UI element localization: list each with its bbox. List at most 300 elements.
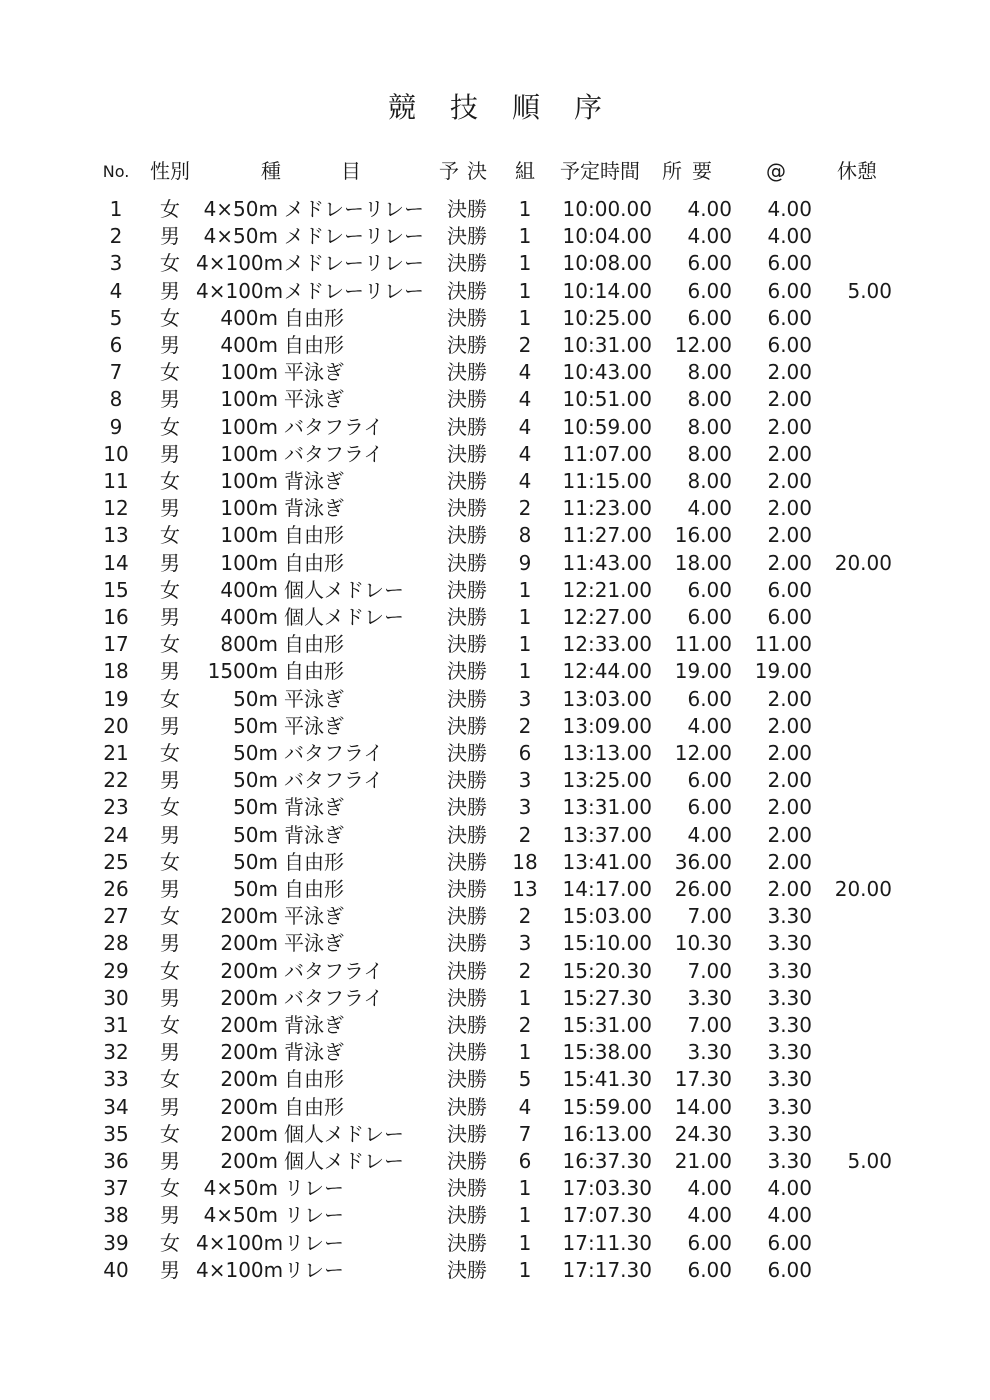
- row-per: 2.00: [767, 360, 812, 385]
- row-round: 決勝: [447, 1230, 487, 1255]
- row-sex: 女: [160, 686, 180, 711]
- row-no: 24: [103, 822, 129, 847]
- row-time: 11:43.00: [562, 550, 652, 575]
- row-distance: 200m: [220, 1094, 278, 1119]
- row-per: 6.00: [767, 1230, 812, 1255]
- row-style: メドレーリレー: [284, 197, 424, 221]
- row-per: 4.00: [767, 1176, 812, 1201]
- row-no: 18: [103, 659, 129, 684]
- row-per: 3.30: [767, 1149, 812, 1173]
- row-style: メドレーリレー: [284, 278, 424, 303]
- row-no: 5: [109, 305, 123, 330]
- table-row: [0, 414, 990, 441]
- row-round: 決勝: [447, 224, 487, 249]
- table-row: [0, 359, 990, 386]
- row-sex: 男: [160, 1094, 180, 1119]
- row-distance: 4×100m: [196, 1230, 284, 1255]
- row-no: 1: [109, 197, 123, 221]
- row-time: 15:59.00: [562, 1094, 652, 1119]
- row-distance: 200m: [220, 1013, 278, 1037]
- row-group: 1: [518, 632, 532, 657]
- row-group: 1: [518, 224, 532, 249]
- row-time: 12:44.00: [562, 659, 652, 684]
- table-row: [0, 223, 990, 250]
- table-row: [0, 1148, 990, 1175]
- row-style: リレー: [284, 1203, 344, 1228]
- row-group: 3: [518, 768, 532, 793]
- row-per: 2.00: [767, 686, 812, 711]
- row-event: [196, 1230, 426, 1257]
- header-round: 予決: [439, 159, 495, 183]
- row-per: 4.00: [767, 1203, 812, 1228]
- row-no: 13: [103, 523, 129, 548]
- row-break: 5.00: [847, 278, 892, 303]
- row-no: 28: [103, 931, 129, 956]
- table-row: [0, 1012, 990, 1039]
- row-event: [196, 1012, 426, 1039]
- row-distance: 100m: [220, 414, 278, 439]
- row-no: 23: [103, 795, 129, 820]
- row-event: [196, 332, 426, 359]
- row-no: 8: [109, 387, 123, 412]
- table-row: [0, 550, 990, 577]
- row-round: 決勝: [447, 1013, 487, 1037]
- row-duration: 6.00: [687, 1230, 732, 1255]
- row-duration: 7.00: [687, 904, 732, 929]
- row-duration: 4.00: [687, 1176, 732, 1201]
- row-per: 3.30: [767, 1013, 812, 1037]
- row-per: 2.00: [767, 768, 812, 793]
- table-row: [0, 1257, 990, 1284]
- row-group: 1: [518, 1257, 532, 1282]
- row-event: [196, 767, 426, 794]
- row-time: 17:07.30: [562, 1203, 652, 1228]
- row-distance: 100m: [220, 387, 278, 412]
- row-distance: 4×50m: [203, 1203, 278, 1228]
- row-sex: 女: [160, 849, 180, 874]
- row-sex: 男: [160, 333, 180, 357]
- row-sex: 男: [160, 659, 180, 684]
- row-time: 10:04.00: [562, 224, 652, 249]
- row-event: [196, 414, 426, 441]
- row-distance: 400m: [220, 577, 278, 602]
- row-no: 3: [109, 251, 123, 276]
- row-duration: 8.00: [687, 469, 732, 493]
- row-per: 2.00: [767, 414, 812, 439]
- row-no: 19: [103, 686, 129, 711]
- row-duration: 26.00: [674, 877, 732, 901]
- table-row: [0, 794, 990, 821]
- row-round: 決勝: [447, 741, 487, 765]
- row-sex: 男: [160, 441, 180, 466]
- row-round: 決勝: [447, 1257, 487, 1282]
- table-row: [0, 1121, 990, 1148]
- row-style: バタフライ: [284, 741, 384, 765]
- row-sex: 男: [160, 877, 180, 901]
- row-round: 決勝: [447, 904, 487, 929]
- header-sex: 性別: [150, 159, 190, 183]
- header-time: 予定時間: [560, 159, 640, 183]
- row-no: 38: [103, 1203, 129, 1228]
- row-sex: 女: [160, 197, 180, 221]
- row-no: 34: [103, 1094, 129, 1119]
- row-per: 4.00: [767, 224, 812, 249]
- row-distance: 400m: [220, 305, 278, 330]
- row-sex: 女: [160, 1230, 180, 1255]
- row-round: 決勝: [447, 387, 487, 412]
- row-style: 平泳ぎ: [284, 713, 344, 738]
- row-event: [196, 196, 426, 223]
- table-row: [0, 1039, 990, 1066]
- table-row: [0, 631, 990, 658]
- header-event: 種目: [261, 159, 421, 183]
- row-no: 9: [109, 414, 123, 439]
- row-no: 33: [103, 1067, 129, 1092]
- row-sex: 女: [160, 360, 180, 385]
- row-round: 決勝: [447, 849, 487, 874]
- row-sex: 男: [160, 713, 180, 738]
- row-event: [196, 305, 426, 332]
- row-time: 11:15.00: [562, 469, 652, 493]
- row-round: 決勝: [447, 305, 487, 330]
- row-no: 11: [103, 469, 129, 493]
- row-round: 決勝: [447, 958, 487, 983]
- row-round: 決勝: [447, 1203, 487, 1228]
- row-style: 個人メドレー: [284, 1121, 404, 1146]
- row-sex: 男: [160, 985, 180, 1010]
- row-per: 6.00: [767, 605, 812, 629]
- row-style: 自由形: [284, 550, 344, 575]
- row-per: 6.00: [767, 1257, 812, 1282]
- row-duration: 6.00: [687, 768, 732, 793]
- row-group: 1: [518, 197, 532, 221]
- row-duration: 6.00: [687, 795, 732, 820]
- row-style: 背泳ぎ: [284, 496, 344, 521]
- row-no: 15: [103, 577, 129, 602]
- row-event: [196, 1121, 426, 1148]
- row-per: 2.00: [767, 822, 812, 847]
- row-group: 1: [518, 605, 532, 629]
- row-time: 10:00.00: [562, 197, 652, 221]
- table-row: [0, 305, 990, 332]
- row-round: 決勝: [447, 577, 487, 602]
- row-group: 2: [518, 496, 532, 521]
- row-group: 1: [518, 251, 532, 276]
- row-distance: 100m: [220, 523, 278, 548]
- row-time: 13:13.00: [562, 741, 652, 765]
- row-per: 3.30: [767, 904, 812, 929]
- row-no: 31: [103, 1013, 129, 1037]
- row-group: 2: [518, 904, 532, 929]
- row-time: 11:23.00: [562, 496, 652, 521]
- row-no: 36: [103, 1149, 129, 1173]
- row-round: 決勝: [447, 605, 487, 629]
- row-round: 決勝: [447, 795, 487, 820]
- row-sex: 男: [160, 931, 180, 956]
- row-duration: 8.00: [687, 441, 732, 466]
- row-per: 6.00: [767, 278, 812, 303]
- row-duration: 4.00: [687, 1203, 732, 1228]
- row-sex: 女: [160, 1121, 180, 1146]
- row-per: 2.00: [767, 741, 812, 765]
- row-no: 17: [103, 632, 129, 657]
- row-round: 決勝: [447, 1067, 487, 1092]
- row-group: 4: [518, 414, 532, 439]
- row-sex: 男: [160, 278, 180, 303]
- row-per: 2.00: [767, 713, 812, 738]
- row-time: 11:07.00: [562, 441, 652, 466]
- table-row: [0, 495, 990, 522]
- row-distance: 50m: [233, 822, 278, 847]
- row-distance: 4×100m: [196, 251, 284, 276]
- row-time: 14:17.00: [562, 877, 652, 901]
- row-event: [196, 794, 426, 821]
- row-no: 39: [103, 1230, 129, 1255]
- row-no: 20: [103, 713, 129, 738]
- row-time: 10:59.00: [562, 414, 652, 439]
- row-group: 3: [518, 931, 532, 956]
- row-style: 自由形: [284, 849, 344, 874]
- row-event: [196, 550, 426, 577]
- row-style: 自由形: [284, 523, 344, 548]
- row-event: [196, 1039, 426, 1066]
- row-group: 1: [518, 659, 532, 684]
- row-style: メドレーリレー: [284, 251, 424, 276]
- row-per: 2.00: [767, 795, 812, 820]
- page-title: 競技順序: [387, 91, 636, 124]
- row-time: 13:31.00: [562, 795, 652, 820]
- row-distance: 100m: [220, 360, 278, 385]
- table-row: [0, 958, 990, 985]
- row-round: 決勝: [447, 931, 487, 956]
- row-style: 自由形: [284, 333, 344, 357]
- row-sex: 男: [160, 496, 180, 521]
- row-group: 8: [518, 523, 532, 548]
- row-event: [196, 250, 426, 277]
- row-group: 1: [518, 1230, 532, 1255]
- row-event: [196, 686, 426, 713]
- row-group: 2: [518, 333, 532, 357]
- row-duration: 6.00: [687, 577, 732, 602]
- row-event: [196, 604, 426, 631]
- row-sex: 女: [160, 251, 180, 276]
- table-row: [0, 1202, 990, 1229]
- row-distance: 200m: [220, 1121, 278, 1146]
- row-event: [196, 985, 426, 1012]
- row-duration: 21.00: [674, 1149, 732, 1173]
- row-no: 37: [103, 1176, 129, 1201]
- row-sex: 男: [160, 768, 180, 793]
- row-time: 15:20.30: [562, 958, 652, 983]
- row-distance: 200m: [220, 985, 278, 1010]
- row-duration: 6.00: [687, 605, 732, 629]
- row-round: 決勝: [447, 550, 487, 575]
- row-style: 背泳ぎ: [284, 469, 344, 493]
- row-time: 13:41.00: [562, 849, 652, 874]
- header-group: 組: [515, 159, 535, 183]
- row-duration: 17.30: [674, 1067, 732, 1092]
- row-per: 6.00: [767, 305, 812, 330]
- row-no: 7: [109, 360, 123, 385]
- row-style: 平泳ぎ: [284, 387, 344, 412]
- row-no: 10: [103, 441, 129, 466]
- row-duration: 6.00: [687, 305, 732, 330]
- row-time: 10:31.00: [562, 333, 652, 357]
- row-group: 2: [518, 713, 532, 738]
- row-event: [196, 849, 426, 876]
- table-row: [0, 740, 990, 767]
- row-no: 22: [103, 768, 129, 793]
- row-round: 決勝: [447, 197, 487, 221]
- row-round: 決勝: [447, 278, 487, 303]
- row-duration: 6.00: [687, 278, 732, 303]
- row-round: 決勝: [447, 251, 487, 276]
- row-per: 3.30: [767, 1067, 812, 1092]
- table-row: [0, 849, 990, 876]
- row-time: 13:09.00: [562, 713, 652, 738]
- row-distance: 200m: [220, 958, 278, 983]
- row-duration: 12.00: [674, 741, 732, 765]
- row-event: [196, 903, 426, 930]
- row-no: 29: [103, 958, 129, 983]
- table-row: [0, 1066, 990, 1093]
- row-group: 1: [518, 278, 532, 303]
- row-sex: 女: [160, 958, 180, 983]
- row-event: [196, 386, 426, 413]
- row-group: 4: [518, 469, 532, 493]
- row-no: 35: [103, 1121, 129, 1146]
- row-time: 17:17.30: [562, 1257, 652, 1282]
- row-event: [196, 441, 426, 468]
- row-style: 背泳ぎ: [284, 1013, 344, 1037]
- row-no: 32: [103, 1040, 129, 1065]
- row-duration: 6.00: [687, 251, 732, 276]
- row-style: リレー: [284, 1230, 344, 1255]
- row-round: 決勝: [447, 441, 487, 466]
- row-per: 2.00: [767, 469, 812, 493]
- row-time: 10:14.00: [562, 278, 652, 303]
- row-duration: 36.00: [674, 849, 732, 874]
- row-round: 決勝: [447, 768, 487, 793]
- row-distance: 4×50m: [203, 197, 278, 221]
- row-duration: 7.00: [687, 1013, 732, 1037]
- row-group: 4: [518, 387, 532, 412]
- row-time: 13:37.00: [562, 822, 652, 847]
- row-sex: 男: [160, 822, 180, 847]
- row-distance: 50m: [233, 768, 278, 793]
- row-per: 2.00: [767, 523, 812, 548]
- row-distance: 100m: [220, 469, 278, 493]
- row-event: [196, 223, 426, 250]
- row-round: 決勝: [447, 496, 487, 521]
- row-duration: 24.30: [674, 1121, 732, 1146]
- row-no: 26: [103, 877, 129, 901]
- row-style: 背泳ぎ: [284, 822, 344, 847]
- row-group: 4: [518, 360, 532, 385]
- row-round: 決勝: [447, 360, 487, 385]
- row-distance: 1500m: [207, 659, 278, 684]
- row-style: リレー: [284, 1176, 344, 1201]
- row-duration: 4.00: [687, 224, 732, 249]
- row-round: 決勝: [447, 1094, 487, 1119]
- row-distance: 400m: [220, 333, 278, 357]
- row-distance: 50m: [233, 713, 278, 738]
- table-row: [0, 985, 990, 1012]
- row-no: 25: [103, 849, 129, 874]
- row-style: 自由形: [284, 1094, 344, 1119]
- row-group: 4: [518, 1094, 532, 1119]
- row-no: 2: [109, 224, 123, 249]
- row-group: 2: [518, 822, 532, 847]
- row-event: [196, 822, 426, 849]
- row-time: 12:27.00: [562, 605, 652, 629]
- row-group: 1: [518, 1203, 532, 1228]
- row-duration: 3.30: [687, 1040, 732, 1065]
- row-distance: 4×50m: [203, 224, 278, 249]
- row-group: 3: [518, 795, 532, 820]
- row-style: 自由形: [284, 877, 344, 901]
- row-time: 12:33.00: [562, 632, 652, 657]
- row-sex: 女: [160, 523, 180, 548]
- row-time: 16:13.00: [562, 1121, 652, 1146]
- row-group: 18: [512, 849, 538, 874]
- row-time: 10:51.00: [562, 387, 652, 412]
- row-group: 4: [518, 441, 532, 466]
- row-group: 13: [512, 877, 538, 901]
- table-row: [0, 250, 990, 277]
- row-sex: 男: [160, 1257, 180, 1282]
- row-style: 個人メドレー: [284, 605, 404, 629]
- row-event: [196, 1175, 426, 1202]
- table-row: [0, 577, 990, 604]
- row-group: 6: [518, 741, 532, 765]
- table-row: [0, 522, 990, 549]
- row-per: 19.00: [754, 659, 812, 684]
- row-time: 15:41.30: [562, 1067, 652, 1092]
- row-group: 1: [518, 1040, 532, 1065]
- row-duration: 12.00: [674, 333, 732, 357]
- row-group: 2: [518, 958, 532, 983]
- row-style: 平泳ぎ: [284, 931, 344, 956]
- row-distance: 100m: [220, 441, 278, 466]
- row-sex: 女: [160, 1013, 180, 1037]
- row-sex: 女: [160, 469, 180, 493]
- row-round: 決勝: [447, 1176, 487, 1201]
- row-event: [196, 930, 426, 957]
- row-round: 決勝: [447, 469, 487, 493]
- row-duration: 4.00: [687, 197, 732, 221]
- row-time: 10:25.00: [562, 305, 652, 330]
- row-sex: 女: [160, 741, 180, 765]
- table-row: [0, 822, 990, 849]
- row-round: 決勝: [447, 414, 487, 439]
- row-duration: 19.00: [674, 659, 732, 684]
- row-sex: 女: [160, 904, 180, 929]
- row-duration: 16.00: [674, 523, 732, 548]
- row-no: 21: [103, 741, 129, 765]
- row-sex: 女: [160, 1176, 180, 1201]
- row-group: 3: [518, 686, 532, 711]
- row-time: 10:08.00: [562, 251, 652, 276]
- row-time: 15:27.30: [562, 985, 652, 1010]
- row-per: 3.30: [767, 1094, 812, 1119]
- row-per: 11.00: [754, 632, 812, 657]
- row-time: 15:03.00: [562, 904, 652, 929]
- header-no: No.: [102, 162, 130, 181]
- row-time: 10:43.00: [562, 360, 652, 385]
- row-no: 14: [103, 550, 129, 575]
- row-style: 平泳ぎ: [284, 360, 344, 385]
